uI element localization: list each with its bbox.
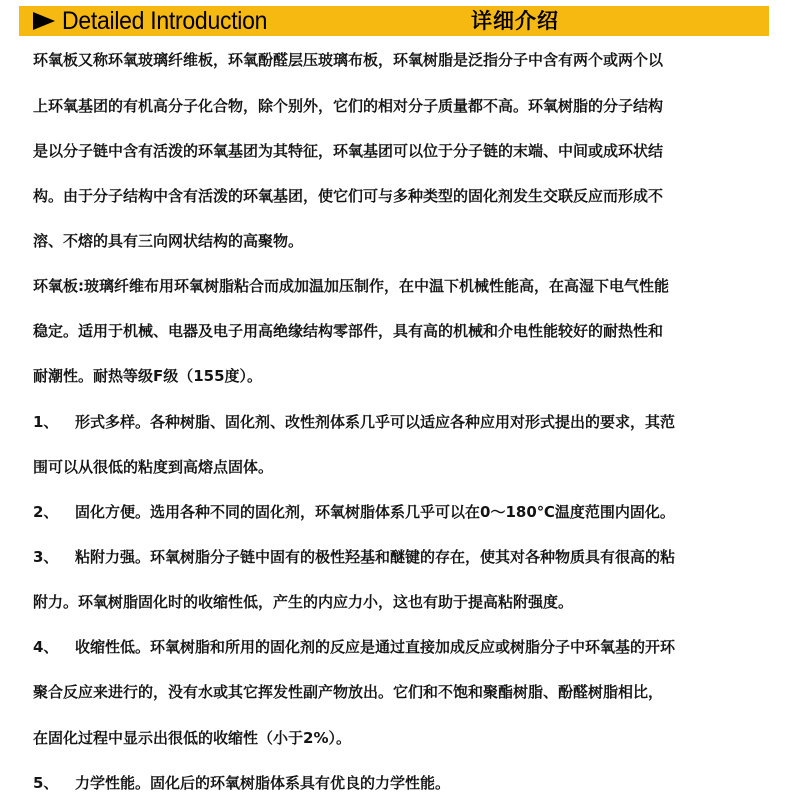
header-title-en: Detailed Introduction <box>62 7 268 35</box>
paragraph-line: 耐潮性。耐热等级F级（155度）。 <box>33 367 263 385</box>
paragraph-line: 溶、不熔的具有三向网状结构的高聚物。 <box>33 232 304 250</box>
list-number: 2、 <box>33 503 59 521</box>
paragraph-line: 环氧板又称环氧玻璃纤维板，环氧酚醛层压玻璃布板，环氧树脂是泛指分子中含有两个或两个以 <box>33 51 664 69</box>
list-item-5 <box>33 773 450 793</box>
paragraph-line: 是以分子链中含有活泼的环氧基团为其特征，环氧基团可以位于分子链的末端、中间或成环状结 <box>33 142 664 160</box>
right-triangle-icon <box>33 12 55 30</box>
section-header-bar <box>19 6 769 36</box>
paragraph-line: 在固化过程中显示出很低的收缩性（小于2%）。 <box>33 729 351 747</box>
list-item-text: 力学性能。固化后的环氧树脂体系具有优良的力学性能。 <box>75 774 451 792</box>
list-item-text: 固化方便。选用各种不同的固化剂，环氧树脂体系几乎可以在0～180℃温度范围内固化。 <box>75 503 675 521</box>
paragraph-line: 稳定。适用于机械、电器及电子用高绝缘结构零部件，具有高的机械和介电性能较好的耐热性和 <box>33 322 664 340</box>
list-item-2 <box>33 502 675 522</box>
list-item-text: 形式多样。各种树脂、固化剂、改性剂体系几乎可以适应各种应用对形式提出的要求，其范 <box>75 413 676 431</box>
list-item-3 <box>33 547 675 567</box>
paragraph-line: 聚合反应来进行的，没有水或其它挥发性副产物放出。它们和不饱和聚酯树脂、酚醛树脂相比， <box>33 683 664 701</box>
list-number: 4、 <box>33 638 59 656</box>
list-number: 3、 <box>33 548 59 566</box>
list-number: 5、 <box>33 774 59 792</box>
paragraph-line: 附力。环氧树脂固化时的收缩性低，产生的内应力小，这也有助于提高粘附强度。 <box>33 593 574 611</box>
paragraph-line: 围可以从很低的粘度到高熔点固体。 <box>33 458 274 476</box>
list-item-4 <box>33 637 675 657</box>
paragraph-line: 环氧板:玻璃纤维布用环氧树脂粘合而成加温加压制作，在中温下机械性能高，在高湿下电气性能 <box>33 277 670 295</box>
list-item-1 <box>33 412 675 432</box>
list-number: 1、 <box>33 413 59 431</box>
paragraph-line: 上环氧基团的有机高分子化合物，除个别外，它们的相对分子质量都不高。环氧树脂的分子结构 <box>33 97 664 115</box>
paragraph-line: 构。由于分子结构中含有活泼的环氧基团，使它们可与多种类型的固化剂发生交联反应而形成不 <box>33 187 664 205</box>
header-title-cn: 详细介绍 <box>471 9 559 33</box>
list-item-text: 粘附力强。环氧树脂分子链中固有的极性羟基和醚键的存在，使其对各种物质具有很高的粘 <box>75 548 676 566</box>
list-item-text: 收缩性低。环氧树脂和所用的固化剂的反应是通过直接加成反应或树脂分子中环氧基的开环 <box>75 638 676 656</box>
